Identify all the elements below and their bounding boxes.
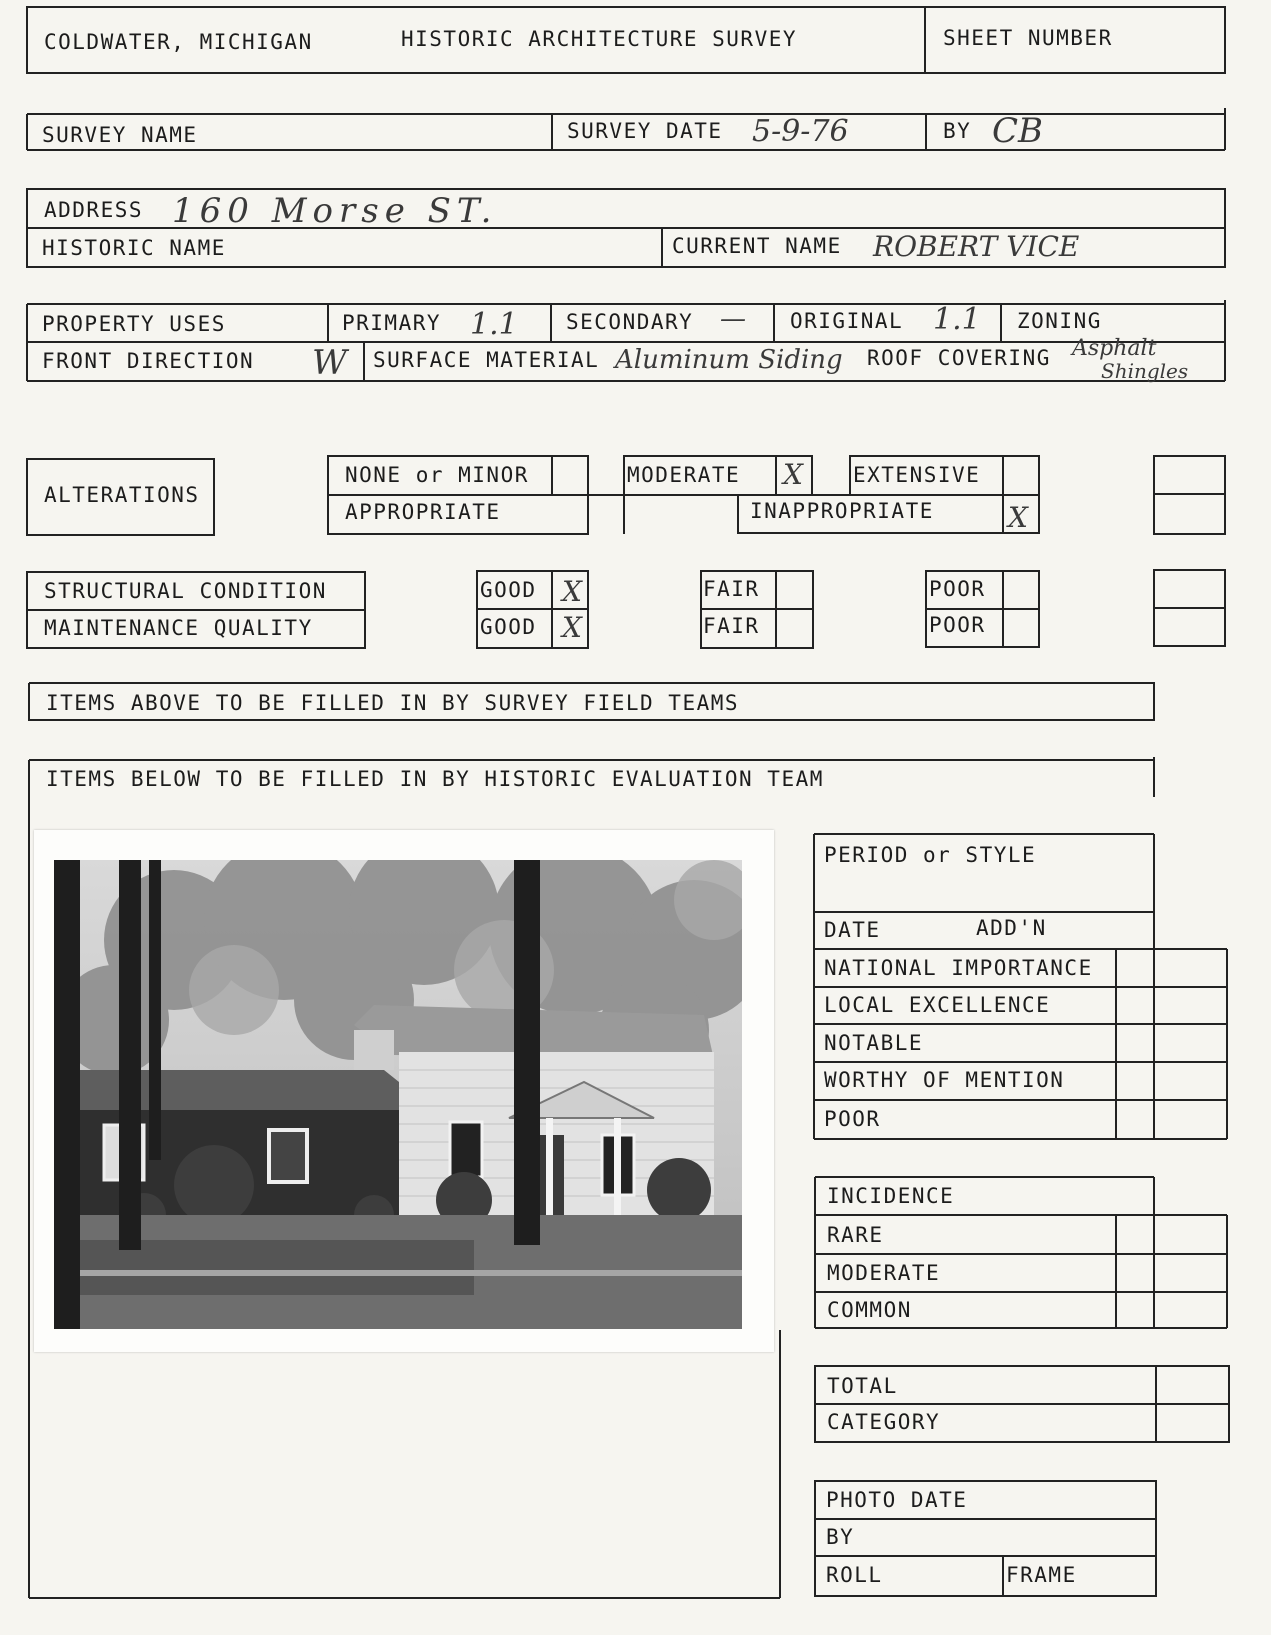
alteration-extensive: EXTENSIVE [853,463,981,487]
structural-fair-label: FAIR [703,577,760,601]
surface-material-label: SURFACE MATERIAL [373,348,600,372]
category-label: CATEGORY [827,1410,941,1434]
incidence-moderate-label: MODERATE [827,1261,941,1285]
structural-good-mark: X [562,575,582,608]
worthy-of-mention-label: WORTHY OF MENTION [824,1068,1065,1092]
maintenance-quality-label: MAINTENANCE QUALITY [44,616,313,640]
current-name-label: CURRENT NAME [672,234,842,258]
primary-value: 1.1 [470,307,518,342]
zoning-label: ZONING [1017,309,1102,333]
date-label: DATE [824,918,881,942]
structural-good-label: GOOD [480,578,537,602]
surveyor-by-label: BY [943,119,972,143]
address-label: ADDRESS [44,198,144,222]
secondary-label: SECONDARY [566,310,694,334]
original-value: 1.1 [933,302,981,337]
secondary-value: — [720,304,746,334]
primary-label: PRIMARY [342,311,442,335]
total-label: TOTAL [827,1374,898,1398]
sheet-number-label: SHEET NUMBER [943,26,1113,50]
alteration-inappropriate-mark: X [1008,501,1028,534]
alteration-moderate-mark: X [783,458,803,491]
structural-poor-label: POOR [929,577,986,601]
maintenance-poor-label: POOR [929,613,986,637]
survey-date-label: SURVEY DATE [567,119,723,143]
original-label: ORIGINAL [790,309,904,333]
historic-name-label: HISTORIC NAME [42,236,226,260]
national-importance-label: NATIONAL IMPORTANCE [824,956,1093,980]
alteration-inappropriate: INAPPROPRIATE [750,499,934,523]
front-direction-value: W [312,343,347,383]
local-excellence-label: LOCAL EXCELLENCE [824,993,1051,1017]
roof-covering-label: ROOF COVERING [867,346,1051,370]
addn-label: ADD'N [976,916,1047,940]
incidence-rare-label: RARE [827,1223,884,1247]
surface-material-value: Aluminum Siding [615,345,843,375]
evaluation-poor-label: POOR [824,1107,881,1131]
maintenance-fair-label: FAIR [703,614,760,638]
alteration-moderate: MODERATE [627,463,741,487]
maintenance-good-label: GOOD [480,615,537,639]
notable-label: NOTABLE [824,1031,924,1055]
structural-condition-label: STRUCTURAL CONDITION [44,579,327,603]
evaluation-team-note: ITEMS BELOW TO BE FILLED IN BY HISTORIC EVALUATION TEAM [46,767,824,791]
form-title: HISTORIC ARCHITECTURE SURVEY [401,27,798,51]
period-style-label: PERIOD or STYLE [824,843,1037,867]
survey-date-value: 5-9-76 [752,114,849,149]
maintenance-good-mark: X [562,611,582,644]
current-name-value: ROBERT VICE [873,230,1080,263]
property-uses-label: PROPERTY USES [42,312,226,336]
field-team-note: ITEMS ABOVE TO BE FILLED IN BY SURVEY FIELD TEAMS [46,691,740,715]
frame-label: FRAME [1006,1563,1077,1587]
incidence-common-label: COMMON [827,1298,912,1322]
alterations-label: ALTERATIONS [44,483,200,507]
front-direction-label: FRONT DIRECTION [42,349,255,373]
photo-by-label: BY [826,1525,855,1549]
incidence-label: INCIDENCE [827,1184,955,1208]
photo-date-label: PHOTO DATE [826,1488,968,1512]
roof-covering-value-line2: Shingles [1101,359,1189,383]
city-heading: COLDWATER, MICHIGAN [44,30,313,54]
surveyor-initials: CB [992,111,1043,151]
house-photograph [54,860,742,1329]
alteration-none-minor: NONE or MINOR [345,463,529,487]
address-value: 160 Morse ST. [172,191,498,231]
roof-covering-value-line1: Asphalt [1072,336,1157,361]
alteration-appropriate: APPROPRIATE [345,500,501,524]
survey-name-label: SURVEY NAME [42,123,198,147]
roll-label: ROLL [826,1563,883,1587]
